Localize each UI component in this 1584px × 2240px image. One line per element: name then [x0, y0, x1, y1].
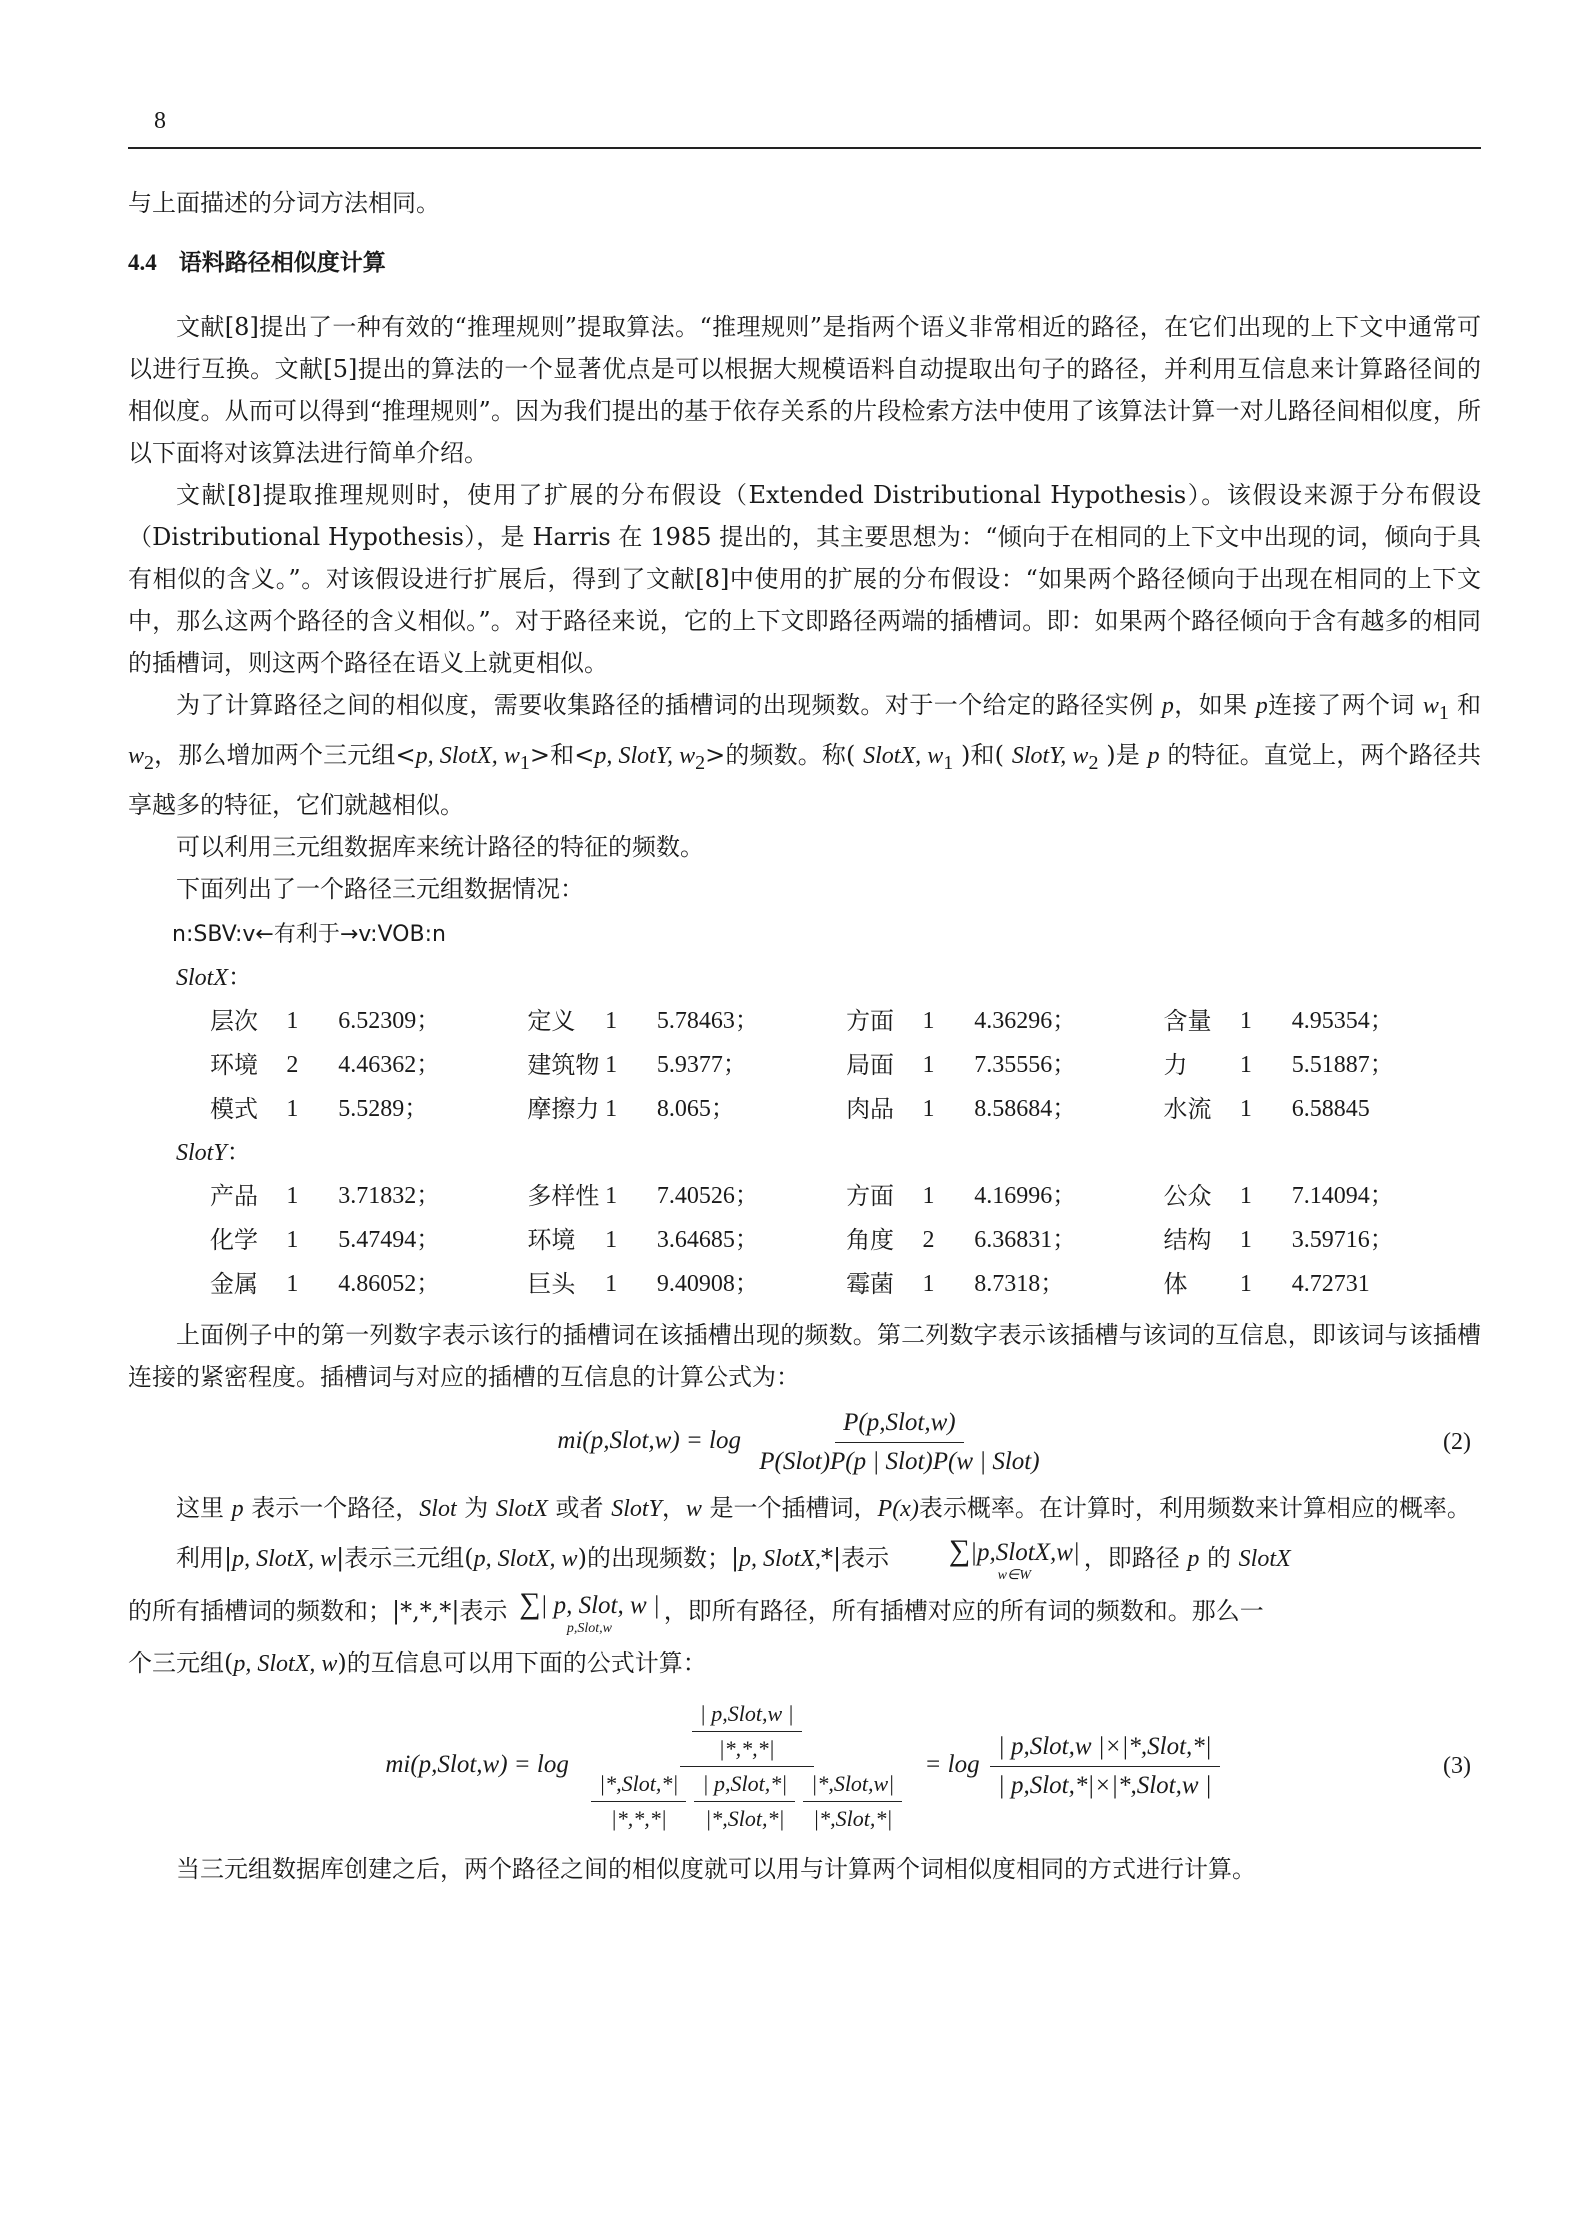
slotx-word: 定义 — [527, 1006, 576, 1035]
slotx-mi-value: 4.36296； — [974, 1007, 1077, 1034]
sloty-mi-value: 4.16996； — [974, 1182, 1077, 1209]
formula2-fraction — [751, 1406, 1047, 1479]
slotx-label: SlotX — [176, 964, 228, 991]
formula2-denominator: P(Slot)P(p | Slot)P(w | Slot) — [759, 1447, 1040, 1475]
p3-text-h: )和( — [961, 740, 1005, 769]
paragraph-3 — [128, 684, 1481, 826]
p8-a: 利用| — [176, 1543, 233, 1572]
slotx-word: 模式 — [210, 1094, 258, 1123]
paragraph-11: 当三元组数据库创建之后，两个路径之间的相似度就可以用与计算两个词相似度相同的方式进行计算。 — [176, 1854, 1256, 1883]
p3-text-e: >和< — [529, 740, 595, 769]
slotx-row — [210, 1087, 1481, 1131]
p8-d: p, SlotX, — [739, 1545, 822, 1572]
sloty-mi-value: 4.86052； — [338, 1270, 441, 1297]
formula3-f1-num: |*,Slot,*| — [591, 1769, 686, 1802]
slotx-mi-value: 5.9377； — [656, 1051, 747, 1078]
paragraph-4: 可以利用三元组数据库来统计路径的特征的频数。 — [176, 832, 704, 861]
formula3-rhs-fraction — [990, 1730, 1220, 1803]
p8-f: ，即路径 — [1083, 1543, 1180, 1572]
slotx-colon: ： — [228, 962, 252, 991]
formula3-lhs: mi(p,Slot,w) = log — [385, 1750, 569, 1778]
sloty-colon: ： — [226, 1137, 251, 1166]
slotx-row — [210, 999, 1481, 1043]
p3-text-c: 连接了两个词 — [1267, 691, 1415, 719]
sloty-label: SlotY — [176, 1139, 227, 1166]
p3-var-p3: p — [1147, 742, 1160, 769]
p8-g: 的 — [1207, 1543, 1232, 1572]
p7-w: w — [685, 1495, 702, 1522]
formula3-top-num: | p,Slot,w | — [692, 1699, 802, 1732]
page-number: 8 — [154, 108, 166, 134]
sloty-mi-value: 3.59716； — [1291, 1226, 1394, 1253]
p10-triple: p, SlotX, w — [233, 1650, 338, 1677]
slotx-mi-value: 6.52309； — [338, 1007, 441, 1034]
sloty-word: 公众 — [1163, 1181, 1212, 1210]
slotx-count: 1 — [605, 1051, 618, 1078]
slotx-mi-value: 4.95354； — [1291, 1007, 1394, 1034]
formula3-frac1 — [591, 1769, 686, 1834]
sloty-word: 产品 — [210, 1181, 258, 1210]
slotx-word: 摩擦力 — [527, 1094, 600, 1123]
sum-all: ∑| p, Slot, w | p,Slot,w — [519, 1586, 660, 1636]
slotx-mi-value: 5.78463； — [656, 1007, 759, 1034]
sum-slotx-subscript: w∈W — [997, 1567, 1031, 1583]
formula3-f3-den: |*,Slot,*| — [813, 1805, 893, 1831]
slotx-mi-value: 7.35556； — [974, 1051, 1077, 1078]
formula3-f2-num: | p,Slot,*| — [694, 1769, 795, 1802]
slotx-count: 1 — [922, 1051, 935, 1078]
slotx-word: 含量 — [1163, 1006, 1212, 1035]
page-body — [128, 182, 1481, 1890]
slotx-mi-value: 5.5289； — [338, 1095, 429, 1122]
sum-all-subscript: p,Slot,w — [566, 1620, 612, 1636]
slotx-mi-value: 8.065； — [656, 1095, 735, 1122]
formula3-frac2 — [694, 1769, 795, 1834]
sloty-count: 1 — [922, 1270, 935, 1297]
sum-slotx-body: |p,SlotX,w| — [970, 1538, 1080, 1566]
intro-line: 与上面描述的分词方法相同。 — [128, 189, 440, 217]
p3-text-j: 的特征。直觉上，两个路径共享越多的特征，它们就越相似。 — [128, 740, 1481, 819]
slotx-word: 层次 — [210, 1006, 258, 1035]
formula2-numerator: P(p,Slot,w) — [835, 1406, 964, 1443]
paragraph-7 — [128, 1487, 1481, 1530]
p3-w1: w — [1422, 693, 1439, 719]
sloty-mi-value: 7.40526； — [656, 1182, 759, 1209]
sum-all-body: | p, Slot, w | — [540, 1591, 660, 1619]
p7-slot: Slot — [419, 1495, 457, 1522]
sloty-word: 环境 — [527, 1225, 576, 1254]
p7-a: 这里 — [176, 1493, 224, 1522]
sloty-count: 1 — [1239, 1182, 1252, 1209]
slotx-mi-value: 5.51887； — [1291, 1051, 1394, 1078]
sloty-word: 化学 — [210, 1225, 258, 1254]
sloty-count: 1 — [286, 1182, 299, 1209]
p3-sub1: 1 — [1438, 701, 1449, 724]
sloty-word: 多样性 — [527, 1181, 600, 1210]
paragraph-1: 文献[8]提出了一种有效的“推理规则”提取算法。“推理规则”是指两个语义非常相近的路径，在它们出现的上下文中通常可以进行互换。文献[5]提出的算法的一个显著优点是可以根据大规模语料自动提取出句子的路径，并利用互信息来计算路径间的相似度。从而可以得到“推理规则”。因为我们提出的基于依存关系的片段检索方法中使用了该算法计算一对儿路径间相似度，所以下面将对该算法进行简单介绍。 — [128, 313, 1481, 467]
slotx-count: 1 — [1239, 1051, 1252, 1078]
p8-e: *|表示 — [821, 1543, 890, 1572]
slotx-count: 1 — [1239, 1007, 1252, 1034]
p7-f: 是一个插槽词， — [709, 1493, 878, 1522]
formula3-frac3 — [803, 1769, 902, 1834]
p3-triple2: p, SlotY, w — [594, 742, 696, 769]
p10-b: )的互信息可以用下面的公式计算： — [337, 1648, 707, 1677]
section-heading — [128, 242, 1481, 284]
p3-sub1b: 1 — [519, 751, 530, 774]
sloty-row — [210, 1174, 1481, 1218]
slotx-label-line — [128, 956, 1481, 999]
slotx-word: 局面 — [846, 1050, 895, 1079]
sloty-row — [210, 1218, 1481, 1262]
p3-and: 和 — [1456, 691, 1481, 719]
p7-slotx: SlotX — [495, 1495, 548, 1522]
sloty-count: 1 — [1239, 1270, 1252, 1297]
paragraph-5: 下面列出了一个路径三元组数据情况： — [176, 874, 584, 903]
p3-w2: w — [128, 742, 145, 769]
sloty-word: 巨头 — [527, 1269, 576, 1298]
sloty-word: 结构 — [1163, 1225, 1212, 1254]
p7-sloty: SlotY — [611, 1495, 662, 1522]
p8-triple2: p, SlotX, w — [473, 1545, 578, 1572]
p3-text-i: )是 — [1106, 740, 1140, 769]
sloty-table — [210, 1174, 1481, 1306]
p9-a: 的所有插槽词的频数和；|*,*,*|表示 — [128, 1596, 508, 1625]
sloty-row — [210, 1262, 1481, 1306]
sloty-label-line — [128, 1131, 1481, 1174]
slotx-mi-value: 8.58684； — [974, 1095, 1077, 1122]
paragraph-8 — [128, 1533, 1481, 1583]
p7-px: P(x) — [877, 1495, 919, 1522]
slotx-word: 力 — [1163, 1050, 1188, 1079]
p8-triple: p, SlotX, w — [232, 1545, 337, 1572]
p7-g: 表示概率。在计算时，利用频数来计算相应的概率。 — [918, 1493, 1471, 1522]
formula-2 — [128, 1406, 1481, 1479]
formula3-number: (3) — [1443, 1753, 1471, 1780]
p7-p: p — [231, 1495, 244, 1522]
formula2-number: (2) — [1443, 1429, 1471, 1456]
p7-c: 为 — [464, 1493, 489, 1522]
p3-feature2: SlotY, w — [1011, 742, 1089, 769]
sloty-count: 1 — [286, 1270, 299, 1297]
p3-sub2c: 2 — [1088, 751, 1099, 774]
slotx-table — [210, 999, 1481, 1131]
sloty-mi-value: 4.72731 — [1291, 1270, 1370, 1297]
sloty-mi-value: 3.71832； — [338, 1182, 441, 1209]
formula3-f2-den: |*,Slot,*| — [705, 1805, 785, 1831]
header-rule — [128, 147, 1481, 149]
sloty-word: 角度 — [846, 1225, 895, 1254]
sloty-word: 方面 — [846, 1181, 895, 1210]
slotx-mi-value: 6.58845 — [1291, 1095, 1370, 1122]
sloty-mi-value: 8.7318； — [974, 1270, 1065, 1297]
slotx-word: 水流 — [1163, 1094, 1212, 1123]
slotx-word: 环境 — [210, 1050, 258, 1079]
sloty-word: 金属 — [210, 1269, 258, 1298]
formula3-f3-num: |*,Slot,w| — [803, 1769, 902, 1802]
slotx-word: 肉品 — [846, 1094, 895, 1123]
p3-text-a: 为了计算路径之间的相似度，需要收集路径的插槽词的出现频数。对于一个给定的路径实例 — [176, 691, 1154, 719]
p3-var-p: p — [1161, 693, 1174, 719]
formula3-top-fraction — [692, 1699, 802, 1764]
formula2-lhs: mi(p,Slot,w) = log — [557, 1426, 741, 1454]
p3-triple1: p, SlotX, w — [415, 742, 520, 769]
paragraph-2: 文献[8]提取推理规则时，使用了扩展的分布假设（Extended Distributional Hypothesis）。该假设来源于分布假设（Distributional Hypothesis），是 Harris 在 1985 提出的，其主要思想为：“倾向于在相同的上下文中出现的词，倾向于具有相似的含义。”。对该假设进行扩展后，得到了文献[8]中使用的扩展的分布假设：“如果两个路径倾向于出现在相同的上下文中，那么这两个路径的含义相似。”。对于路径来说，它的上下文即路径两端的插槽词。即：如果两个路径倾向于含有越多的相同的插槽词，则这两个路径在语义上就更相似。 — [128, 481, 1481, 677]
slotx-count: 2 — [286, 1051, 299, 1078]
formula3-bottom — [579, 1767, 914, 1834]
sloty-word: 体 — [1163, 1269, 1188, 1298]
p9-b: ，即所有路径，所有插槽对应的所有词的频数和。那么一 — [663, 1596, 1264, 1625]
formula3-big-fraction — [579, 1699, 914, 1834]
sloty-count: 1 — [605, 1182, 618, 1209]
sloty-count: 1 — [922, 1182, 935, 1209]
formula3-top — [680, 1699, 814, 1767]
slotx-count: 1 — [1239, 1095, 1252, 1122]
p3-text-f: >的频数。称( — [705, 740, 856, 769]
sloty-count: 2 — [922, 1226, 935, 1253]
slotx-count: 1 — [605, 1095, 618, 1122]
sloty-mi-value: 9.40908； — [656, 1270, 759, 1297]
p3-feature1: SlotX, w — [863, 742, 944, 769]
sloty-mi-value: 3.64685； — [656, 1226, 759, 1253]
slotx-count: 1 — [286, 1007, 299, 1034]
sloty-count: 1 — [605, 1226, 618, 1253]
p8-p: p — [1187, 1545, 1200, 1572]
paragraph-6: 上面例子中的第一列数字表示该行的插槽词在该插槽出现的频数。第二列数字表示该插槽与该词的互信息，即该词与该插槽连接的紧密程度。插槽词与对应的插槽的互信息的计算公式为： — [128, 1320, 1481, 1391]
slotx-word: 建筑物 — [527, 1050, 600, 1079]
p3-text-b: ，如果 — [1173, 691, 1248, 719]
formula3-rhs-num: | p,Slot,w |×|*,Slot,*| — [990, 1730, 1220, 1767]
sloty-count: 1 — [605, 1270, 618, 1297]
sloty-mi-value: 5.47494； — [338, 1226, 441, 1253]
p8-slotx: SlotX — [1238, 1545, 1291, 1572]
slotx-row — [210, 1043, 1481, 1087]
slotx-count: 1 — [922, 1007, 935, 1034]
path-example: n:SBV:v←有利于→v:VOB:n — [172, 921, 446, 947]
formula3-mid: = log — [924, 1750, 980, 1778]
slotx-count: 1 — [286, 1095, 299, 1122]
slotx-count: 1 — [605, 1007, 618, 1034]
sloty-word: 霉菌 — [846, 1269, 895, 1298]
p10-a: 个三元组( — [128, 1648, 234, 1677]
slotx-mi-value: 4.46362； — [338, 1051, 441, 1078]
section-title: 语料路径相似度计算 — [178, 250, 386, 276]
p3-sub2: 2 — [144, 751, 155, 774]
sloty-mi-value: 7.14094； — [1291, 1182, 1394, 1209]
p3-var-p2: p — [1255, 693, 1268, 719]
p7-d: 或者 — [555, 1493, 604, 1522]
formula3-rhs-den: | p,Slot,*|×|*,Slot,w | — [997, 1771, 1212, 1799]
p7-e: ， — [661, 1493, 686, 1522]
section-number: 4.4 — [128, 250, 157, 275]
p3-sub1c: 1 — [943, 751, 954, 774]
sloty-count: 1 — [286, 1226, 299, 1253]
slotx-count: 1 — [922, 1095, 935, 1122]
p8-c: )的出现频数；| — [577, 1543, 740, 1572]
formula3-top-den: |*,*,*| — [718, 1735, 775, 1761]
paragraph-10 — [128, 1642, 1481, 1685]
formula-3 — [128, 1699, 1481, 1834]
p3-text-d: ，那么增加两个三元组< — [154, 740, 416, 769]
p7-b: 表示一个路径， — [251, 1493, 420, 1522]
sloty-mi-value: 6.36831； — [974, 1226, 1077, 1253]
formula3-f1-den: |*,*,*| — [610, 1805, 667, 1831]
p3-sub2b: 2 — [695, 751, 706, 774]
slotx-word: 方面 — [846, 1006, 895, 1035]
paragraph-9 — [128, 1586, 1481, 1636]
p8-b: |表示三元组( — [336, 1543, 474, 1572]
sum-slotx: ∑|p,SlotX,w| w∈W — [948, 1533, 1080, 1583]
sloty-count: 1 — [1239, 1226, 1252, 1253]
